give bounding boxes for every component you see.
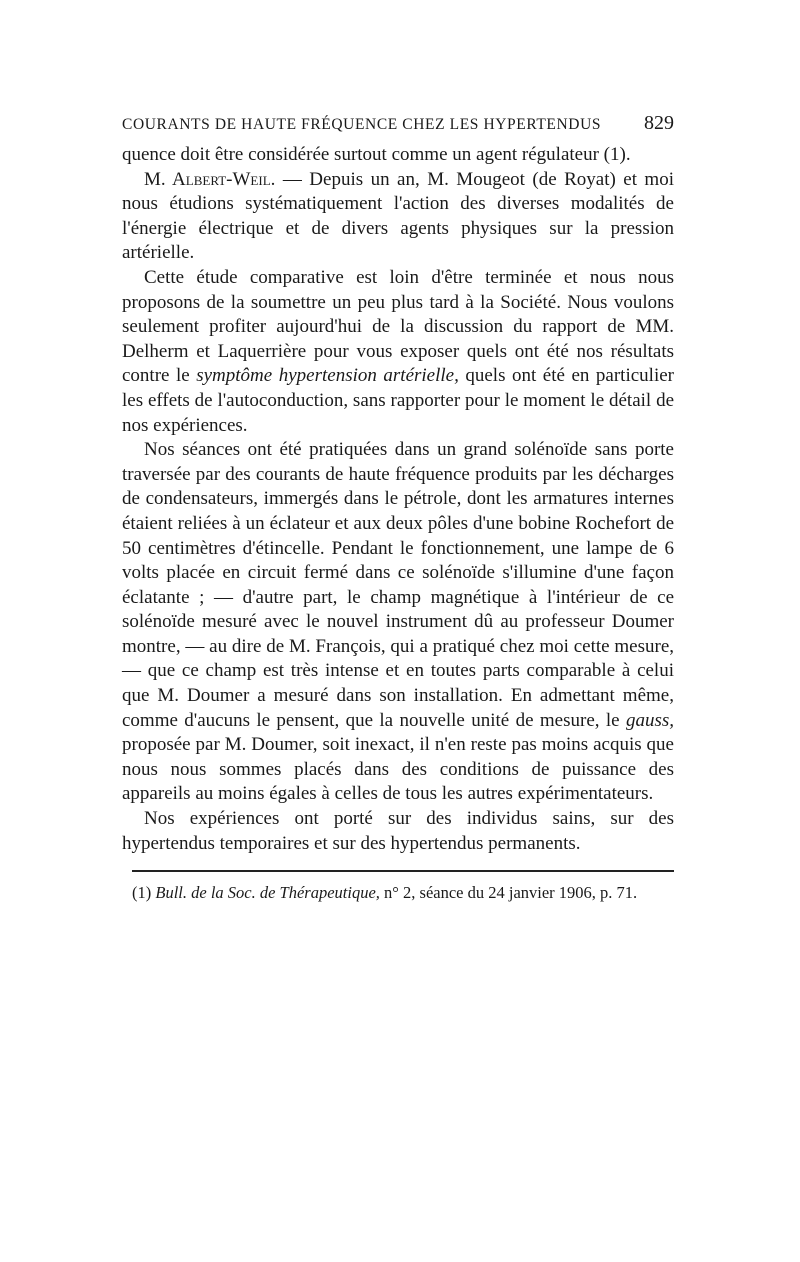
paragraph-sessions: [122, 438, 674, 807]
footnote-text: n° 2, séance du 24 janvier 1906, p. 71.: [379, 883, 638, 903]
paragraph-text: — Depuis un an, M. Mougeot (de Royat) et moi nous étudions systématiquement l'action des diverses modalités de l'énergie électrique et de divers agents physiques sur la pression artérielle.: [122, 168, 674, 264]
speaker-name: M. Albert-Weil.: [144, 168, 276, 190]
footnote-source: Bull. de la Soc. de Thérapeutique,: [155, 883, 380, 903]
emphasis-text: gauss,: [625, 709, 674, 731]
paragraph-study: [122, 266, 674, 438]
paragraph-speaker: [122, 168, 674, 266]
paragraph-text: Cette étude comparative est loin d'être terminée et nous nous proposons de la soumettre un peu plus tard à la Société. Nous voulons seulement profiter aujourd'hui de la discussion du rapport de MM. Delherm et Laquerrière pour vous exposer quels ont été nos résultats contre le: [122, 266, 674, 387]
paragraph-text: proposée par M. Doumer, soit inexact, il n'en reste pas moins acquis que nous nous sommes placés dans des conditions de puissance des appareils au moins égales à celles de tous les autres expérimentateurs.: [122, 734, 674, 805]
footnote: [122, 882, 674, 904]
page: [122, 112, 674, 904]
paragraph-text: quels ont été en particulier les effets de l'autoconduction, sans rapporter pour le moment le détail de nos expériences.: [122, 365, 674, 436]
footnote-divider: [132, 870, 674, 872]
running-title: COURANTS DE HAUTE FRÉQUENCE CHEZ LES HYPERTENDUS: [122, 116, 602, 133]
footnote-marker: (1): [132, 883, 156, 903]
emphasis-text: symptôme hypertension artérielle,: [196, 365, 459, 387]
paragraph-continuation: quence doit être considérée surtout comme un agent régulateur (1).: [122, 144, 631, 165]
running-head: [122, 112, 674, 135]
paragraph-text: Nos séances ont été pratiquées dans un grand solénoïde sans porte traversée par des courants de haute fréquence produits par les décharges de condensateurs, immergés dans le pétrole, dont les armatures internes étaient reliées à un éclateur et aux deux pôles d'une bobine Rochefort de 50 centimètres d'étincelle. Pendant le fonctionnement, une lampe de 6 volts placée en circuit fermé dans ce solénoïde s'illumine d'une façon éclatante ; — d'autre part, le champ magnétique à l'intérieur de ce solénoïde mesuré avec le nouvel instrument dû au professeur Doumer montre, — au dire de M. François, qui a pratiqué chez moi cette mesure, — que ce champ est très intense et en toutes parts comparable à celui que M. Doumer a mesuré dans son installation. En admettant même, comme d'aucuns le pensent, que la nouvelle unité de mesure, le: [122, 439, 674, 731]
page-number: 829: [644, 112, 674, 134]
paragraph-experiments: Nos expériences ont porté sur des individus sains, sur des hypertendus temporaires et sur des hypertendus permanents.: [122, 808, 674, 854]
